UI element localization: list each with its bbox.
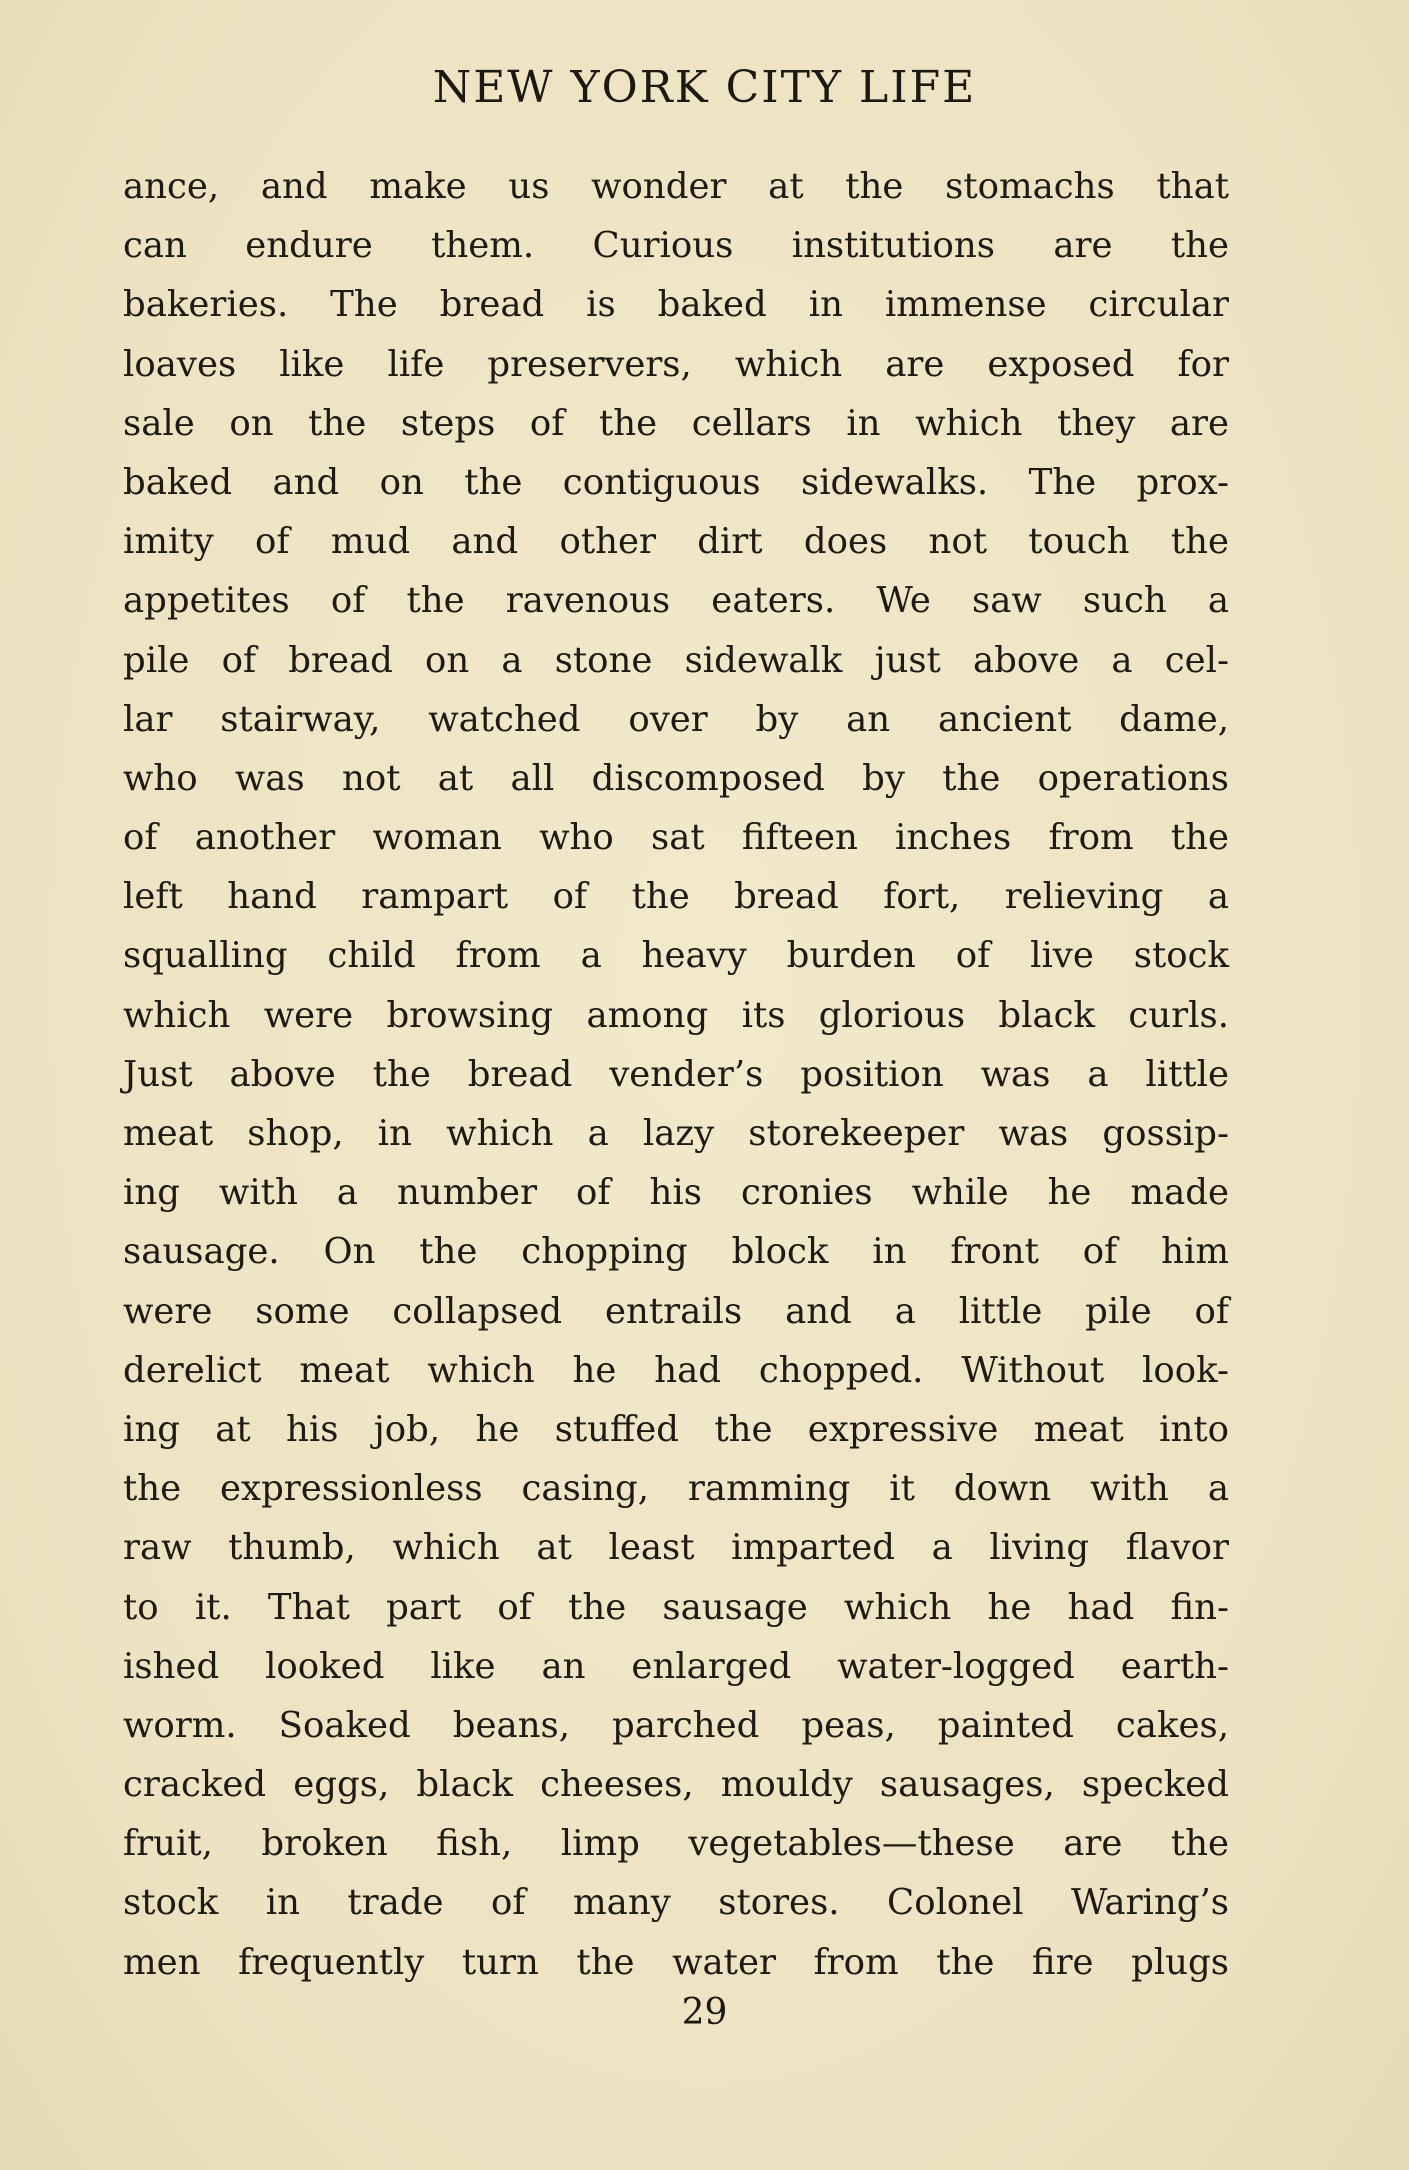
text-line: worm. Soaked beans, parched peas, painted cakes, (123, 1704, 1229, 1746)
text-line: cracked eggs, black cheeses, mouldy sausages, specked (123, 1764, 1229, 1806)
text-line: sausage. On the chopping block in front of him (123, 1231, 1229, 1273)
text-line: bakeries. The bread is baked in immense circular (123, 284, 1229, 326)
text-line: men frequently turn the water from the fire plugs (123, 1941, 1229, 1983)
text-line: ished looked like an enlarged water-logged earth- (123, 1645, 1229, 1687)
text-line: baked and on the contiguous sidewalks. The prox- (123, 461, 1229, 503)
text-line: ing with a number of his cronies while he made (123, 1172, 1229, 1214)
text-line: pile of bread on a stone sidewalk just above a cel- (123, 639, 1229, 681)
page-number: 29 (681, 1992, 728, 2033)
text-line: which were browsing among its glorious black curls. (123, 994, 1229, 1036)
text-line: ance, and make us wonder at the stomachs that (123, 166, 1229, 207)
text-line: ing at his job, he stuffed the expressive meat into (123, 1408, 1229, 1450)
text-line: to it. That part of the sausage which he had fin- (123, 1586, 1229, 1628)
text-line: sale on the steps of the cellars in which they are (123, 402, 1229, 444)
text-line: were some collapsed entrails and a little pile of (123, 1290, 1229, 1332)
text-line: lar stairway, watched over by an ancient dame, (123, 698, 1229, 740)
text-line: derelict meat which he had chopped. Without look- (123, 1349, 1229, 1391)
text-line: appetites of the ravenous eaters. We saw such a (123, 580, 1229, 622)
body-text (123, 157, 1229, 1992)
text-line: stock in trade of many stores. Colonel Waring’s (123, 1882, 1229, 1924)
text-line: loaves like life preservers, which are exposed for (123, 343, 1229, 385)
text-line: squalling child from a heavy burden of live stock (123, 935, 1229, 977)
text-line: fruit, broken fish, limp vegetables—these are the (123, 1823, 1229, 1865)
text-line: left hand rampart of the bread fort, relieving a (123, 876, 1229, 918)
text-line: of another woman who sat fifteen inches from the (123, 817, 1229, 859)
text-line: raw thumb, which at least imparted a living flavor (123, 1527, 1229, 1569)
running-head: NEW YORK CITY LIFE (432, 62, 977, 113)
text-line: Just above the bread vender’s position was a little (123, 1053, 1229, 1095)
text-line: imity of mud and other dirt does not touch the (123, 521, 1229, 563)
text-line: meat shop, in which a lazy storekeeper was gossip- (123, 1113, 1229, 1154)
text-line: can endure them. Curious institutions are the (123, 225, 1229, 267)
text-line: the expressionless casing, ramming it down with a (123, 1468, 1229, 1510)
text-line: who was not at all discomposed by the operations (123, 757, 1229, 799)
